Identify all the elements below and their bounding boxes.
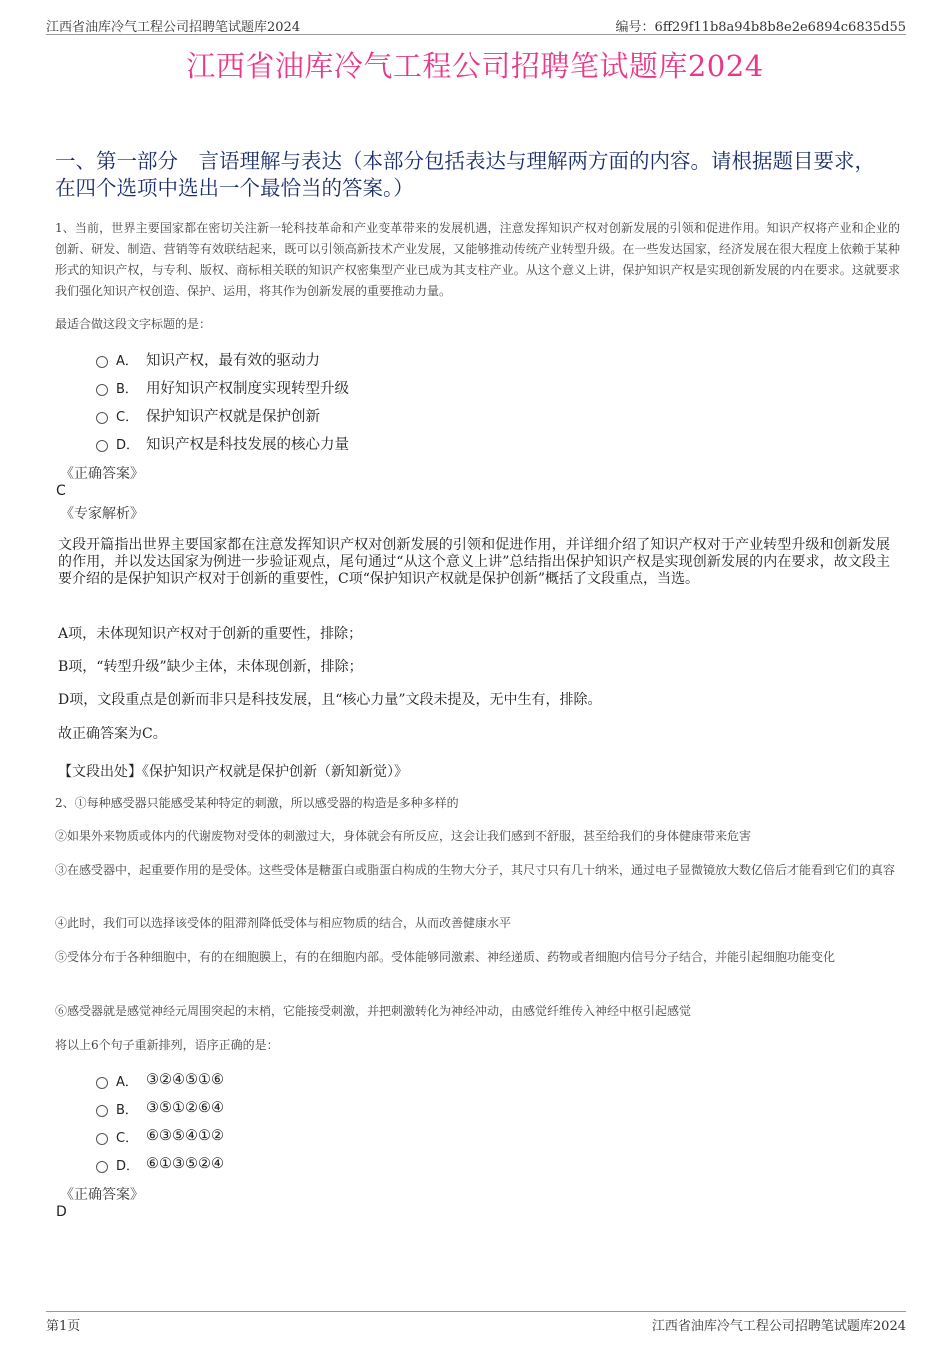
radio-icon[interactable] <box>96 1105 108 1117</box>
radio-icon[interactable] <box>96 356 108 368</box>
q1-answer-label: 《正确答案》 <box>60 466 144 482</box>
q2-sentence-2: ②如果外来物质或体内的代谢废物对受体的刺激过大，身体就会有所反应，这会让我们感到不舒服，甚至给我们的身体健康带来危害 <box>55 829 752 843</box>
option-text: 用好知识产权制度实现转型升级 <box>146 380 349 397</box>
radio-icon[interactable] <box>96 1077 108 1089</box>
page-header <box>46 14 906 35</box>
radio-icon[interactable] <box>96 384 108 396</box>
header-doc-title: 江西省油库冷气工程公司招聘笔试题库2024 <box>46 20 301 35</box>
option-text: ③②④⑤①⑥ <box>146 1072 224 1088</box>
option-letter: D． <box>116 1158 140 1174</box>
q1-analysis-d: D项，文段重点是创新而非只是科技发展，且“核心力量”文段未提及，无中生有，排除。 <box>58 692 602 708</box>
radio-icon[interactable] <box>96 1133 108 1145</box>
q1-analysis-b: B项，“转型升级”缺少主体，未体现创新，排除； <box>58 659 363 675</box>
q1-answer: C <box>56 483 66 499</box>
q2-sentence-6: ⑥感受器就是感觉神经元周围突起的末梢，它能接受刺激，并把刺激转化为神经冲动，由感觉纤维传入神经中枢引起感觉 <box>55 1004 692 1018</box>
q2-option-a[interactable] <box>96 1069 224 1091</box>
q1-option-a[interactable] <box>96 348 320 370</box>
q2-sentence-3: ③在感受器中，起重要作用的是受体。这些受体是糖蛋白或脂蛋白构成的生物大分子，其尺寸只有几十纳米，通过电子显微镜放大数亿倍后才能看到它们的真容 <box>55 863 896 877</box>
option-text: 保护知识产权就是保护创新 <box>146 408 320 425</box>
q1-prompt: 最适合做这段文字标题的是： <box>55 317 212 331</box>
q2-prompt: 将以上6个句子重新排列，语序正确的是： <box>55 1038 279 1052</box>
option-letter: D． <box>116 437 140 453</box>
section-heading: 一、第一部分 言语理解与表达（本部分包括表达与理解两方面的内容。请根据题目要求，在四个选项中选出一个最恰当的答案。） <box>55 149 875 200</box>
q2-sentence-4: ④此时，我们可以选择该受体的阻滞剂降低受体与相应物质的结合，从而改善健康水平 <box>55 916 512 930</box>
q1-analysis-a: A项，未体现知识产权对于创新的重要性，排除； <box>58 626 363 642</box>
page-title: 江西省油库冷气工程公司招聘笔试题库2024 <box>186 49 764 83</box>
q2-sentence-5: ⑤受体分布于各种细胞中，有的在细胞膜上，有的在细胞内部。受体能够同激素、神经递质、药物或者细胞内信号分子结合，并能引起细胞功能变化 <box>55 950 836 964</box>
q2-answer: D <box>56 1204 67 1220</box>
q1-option-d[interactable] <box>96 432 349 454</box>
option-letter: B． <box>116 381 138 397</box>
page-number: 第1页 <box>46 1319 81 1334</box>
q1-analysis-conclusion: 故正确答案为C。 <box>58 726 167 742</box>
option-letter: B． <box>116 1102 138 1118</box>
radio-icon[interactable] <box>96 440 108 452</box>
option-text: ⑥③⑤④①② <box>146 1128 224 1144</box>
q1-option-b[interactable] <box>96 376 349 398</box>
option-text: 知识产权，最有效的驱动力 <box>146 352 320 369</box>
q1-analysis-main: 文段开篇指出世界主要国家都在注意发挥知识产权对创新发展的引领和促进作用，并详细介绍了知识产权对于产业转型升级和创新发展的作用，并以发达国家为例进一步验证观点，尾句通过“从这个意义上讲”总结指出保护知识产权是实现创新发展的内在要求，故文段主要介绍的是保护知识产权对于创新的重要性，C项“保护知识产权就是保护创新”概括了文段重点，当选。 <box>58 537 890 587</box>
option-letter: A． <box>116 1074 138 1090</box>
page-footer <box>46 1311 906 1332</box>
q2-option-c[interactable] <box>96 1125 224 1147</box>
q2-option-d[interactable] <box>96 1153 224 1175</box>
option-text: ⑥①③⑤②④ <box>146 1156 224 1172</box>
q2-option-b[interactable] <box>96 1097 224 1119</box>
option-text: ③⑤①②⑥④ <box>146 1100 224 1116</box>
q1-passage: 1、当前，世界主要国家都在密切关注新一轮科技革命和产业变革带来的发展机遇，注意发挥知识产权对创新发展的引领和促进作用。知识产权将产业和企业的创新、研发、制造、营销等有效联结起来，既可以引领高新技术产业发展，又能够推动传统产业转型升级。在一些发达国家，经济发展在很大程度上依赖于某种形式的知识产权，与专利、版权、商标相关联的知识产权密集型产业已成为其支柱产业。从这个意义上讲，保护知识产权是实现创新发展的内在要求。这就要求我们强化知识产权创造、保护、运用，将其作为创新发展的重要推动力量。 <box>55 221 900 298</box>
radio-icon[interactable] <box>96 1161 108 1173</box>
q2-sentence-1: 2、①每种感受器只能感受某种特定的刺激，所以感受器的构造是多种多样的 <box>55 796 459 810</box>
q2-answer-label: 《正确答案》 <box>60 1187 144 1203</box>
footer-doc-title: 江西省油库冷气工程公司招聘笔试题库2024 <box>651 1319 906 1334</box>
header-doc-id: 编号：6ff29f11b8a94b8b8e2e6894c6835d55 <box>615 20 906 35</box>
option-letter: C． <box>116 409 139 425</box>
q1-source: 【文段出处】《保护知识产权就是保护创新（新知新觉）》 <box>58 764 408 780</box>
option-letter: C． <box>116 1130 139 1146</box>
q1-analysis-label: 《专家解析》 <box>60 506 144 522</box>
q1-option-c[interactable] <box>96 404 320 426</box>
radio-icon[interactable] <box>96 412 108 424</box>
option-letter: A． <box>116 353 138 369</box>
option-text: 知识产权是科技发展的核心力量 <box>146 436 349 453</box>
